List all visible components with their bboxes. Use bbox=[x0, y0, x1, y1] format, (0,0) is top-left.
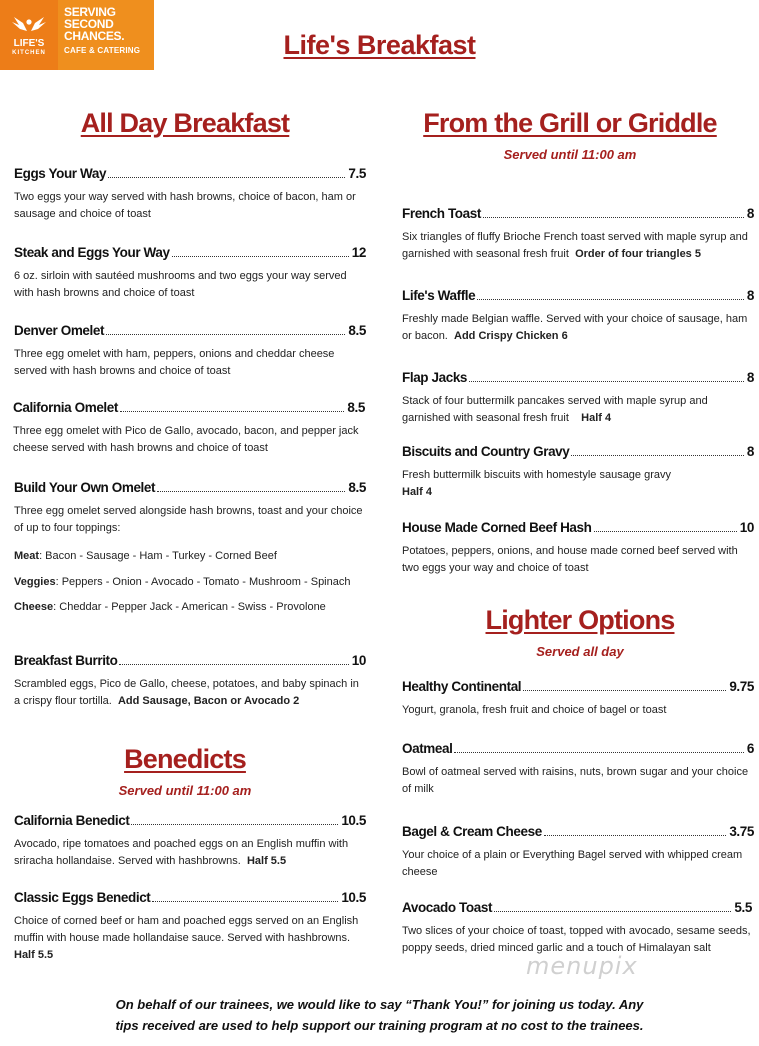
item-price: 8 bbox=[746, 370, 754, 385]
item-price: 9.75 bbox=[729, 679, 754, 694]
item-description: 6 oz. sirloin with sautéed mushrooms and two eggs your way served with hash browns and choice of toast bbox=[14, 270, 347, 299]
logo-subtitle: CAFE & CATERING bbox=[64, 46, 141, 55]
menu-item-build-your-own-omelet bbox=[14, 480, 366, 537]
footer-note: On behalf of our trainees, we would like to say “Thank You!” for joining us today. Any tips received are used to help support our training program at no cost to the trainees. bbox=[115, 997, 644, 1033]
menu-item-lifes-waffle bbox=[402, 288, 754, 345]
menu-item-corned-beef-hash bbox=[402, 520, 754, 577]
grill-griddle-title: From the Grill or Griddle bbox=[423, 108, 717, 138]
item-extra: Half 5.5 bbox=[14, 949, 54, 961]
item-description: Scrambled eggs, Pico de Gallo, cheese, potatoes, and baby spinach in a crispy flour tortilla. Add Sausage, Bacon or Avocado 2 bbox=[14, 678, 359, 707]
item-name: Bagel & Cream Cheese bbox=[402, 824, 542, 839]
menu-item-eggs-your-way bbox=[14, 166, 366, 223]
item-price: 8.5 bbox=[348, 323, 366, 338]
item-description: Yogurt, granola, fresh fruit and choice of bagel or toast bbox=[402, 704, 667, 716]
item-price: 8.5 bbox=[348, 480, 366, 495]
item-name: Life's Waffle bbox=[402, 288, 476, 303]
item-extra: Add Crispy Chicken 6 bbox=[454, 330, 568, 342]
item-name: Classic Eggs Benedict bbox=[14, 890, 151, 905]
item-price: 8.5 bbox=[347, 400, 365, 415]
item-price: 6 bbox=[746, 741, 754, 756]
item-price: 8 bbox=[746, 206, 754, 221]
lighter-options-title: Lighter Options bbox=[485, 605, 675, 635]
topping-veggies: Veggies: Peppers - Onion - Avocado - Tomato - Mushroom - Spinach bbox=[14, 576, 351, 588]
page-title: Life's Breakfast bbox=[283, 30, 476, 60]
item-name: Denver Omelet bbox=[14, 323, 105, 338]
item-description: Three egg omelet served alongside hash browns, toast and your choice of up to four toppings: bbox=[14, 505, 363, 534]
topping-meat: Meat: Bacon - Sausage - Ham - Turkey - Corned Beef bbox=[14, 550, 277, 562]
item-price: 10 bbox=[739, 520, 754, 535]
item-name: California Omelet bbox=[13, 400, 118, 415]
item-name: Flap Jacks bbox=[402, 370, 468, 385]
grill-griddle-subtitle: Served until 11:00 am bbox=[503, 147, 637, 162]
item-price: 8 bbox=[746, 444, 754, 459]
menu-item-oatmeal bbox=[402, 741, 754, 798]
item-price: 10.5 bbox=[341, 813, 366, 828]
menu-item-breakfast-burrito bbox=[14, 653, 366, 710]
item-name: House Made Corned Beef Hash bbox=[402, 520, 592, 535]
item-description: Three egg omelet with ham, peppers, onions and cheddar cheese served with hash browns and choice of toast bbox=[14, 348, 335, 377]
item-description: Freshly made Belgian waffle. Served with your choice of sausage, ham or bacon. Add Crispy Chicken 6 bbox=[402, 313, 748, 342]
item-extra: Half 4 bbox=[402, 486, 432, 498]
item-description: Six triangles of fluffy Brioche French toast served with maple syrup and garnished with seasonal fresh fruit Order of four triangles 5 bbox=[402, 231, 748, 260]
item-description: Fresh buttermilk biscuits with homestyle sausage gravy Half 4 bbox=[402, 469, 671, 498]
item-name: Eggs Your Way bbox=[14, 166, 107, 181]
menu-item-california-benedict bbox=[14, 813, 366, 870]
topping-cheese: Cheese: Cheddar - Pepper Jack - American - Swiss - Provolone bbox=[14, 601, 326, 613]
menu-item-steak-and-eggs bbox=[14, 245, 366, 302]
item-price: 12 bbox=[351, 245, 366, 260]
item-description: Three egg omelet with Pico de Gallo, avocado, bacon, and pepper jack cheese served with hash browns and choice of toast bbox=[13, 425, 359, 454]
item-name: Healthy Continental bbox=[402, 679, 522, 694]
item-extra: Add Sausage, Bacon or Avocado 2 bbox=[117, 695, 300, 707]
item-price: 8 bbox=[746, 288, 754, 303]
item-extra: Order of four triangles 5 bbox=[575, 248, 701, 260]
menu-item-bagel-cream-cheese bbox=[402, 824, 754, 881]
item-name: Biscuits and Country Gravy bbox=[402, 444, 570, 459]
item-description: Choice of corned beef or ham and poached eggs served on an English muffin with house made hollandaise sauce. Served with hashbrowns. Half 5.5 bbox=[14, 915, 359, 961]
item-description: Bowl of oatmeal served with raisins, nuts, brown sugar and your choice of milk bbox=[402, 766, 749, 795]
menu-item-biscuits-gravy bbox=[402, 444, 754, 501]
benedicts-title: Benedicts bbox=[124, 744, 246, 774]
item-price: 10 bbox=[351, 653, 366, 668]
item-name: Breakfast Burrito bbox=[14, 653, 118, 668]
menu-item-french-toast bbox=[402, 206, 754, 263]
item-extra: Half 5.5 bbox=[246, 855, 287, 867]
menu-item-california-omelet bbox=[13, 400, 365, 457]
item-description: Avocado, ripe tomatoes and poached eggs on an English muffin with sriracha hollandaise. Served with hashbrowns. Half 5.5 bbox=[14, 838, 349, 867]
all-day-breakfast-title: All Day Breakfast bbox=[80, 108, 290, 138]
item-name: Build Your Own Omelet bbox=[14, 480, 156, 495]
item-name: French Toast bbox=[402, 206, 481, 221]
item-price: 7.5 bbox=[348, 166, 366, 181]
menu-item-flap-jacks bbox=[402, 370, 754, 427]
watermark: menupix bbox=[526, 952, 638, 980]
item-description: Potatoes, peppers, onions, and house made corned beef served with two eggs your way and choice of toast bbox=[402, 545, 738, 574]
logo-name: LIFE'S KITCHEN bbox=[12, 38, 46, 56]
item-name: Avocado Toast bbox=[402, 900, 493, 915]
menu-item-avocado-toast bbox=[402, 900, 752, 957]
logo-slogan: SERVING SECOND CHANCES. bbox=[64, 5, 125, 43]
item-description: Your choice of a plain or Everything Bagel served with whipped cream cheese bbox=[402, 849, 743, 878]
item-description: Two eggs your way served with hash browns, choice of bacon, ham or sausage and choice of toast bbox=[14, 191, 356, 220]
item-extra: Half 4 bbox=[581, 412, 612, 424]
item-price: 3.75 bbox=[729, 824, 754, 839]
lighter-options-subtitle: Served all day bbox=[536, 644, 624, 659]
item-price: 10.5 bbox=[341, 890, 366, 905]
menu-item-classic-eggs-benedict bbox=[14, 890, 366, 964]
item-name: Steak and Eggs Your Way bbox=[14, 245, 170, 260]
item-description: Stack of four buttermilk pancakes served with maple syrup and garnished with seasonal fresh fruit Half 4 bbox=[402, 395, 708, 424]
item-name: California Benedict bbox=[14, 813, 130, 828]
menu-item-denver-omelet bbox=[14, 323, 366, 380]
item-name: Oatmeal bbox=[402, 741, 453, 756]
item-price: 5.5 bbox=[734, 900, 752, 915]
item-description: Two slices of your choice of toast, topped with avocado, sesame seeds, poppy seeds, dried minced garlic and a touch of Himalayan salt bbox=[402, 925, 751, 954]
menu-item-healthy-continental bbox=[402, 679, 754, 719]
benedicts-subtitle: Served until 11:00 am bbox=[118, 783, 252, 798]
